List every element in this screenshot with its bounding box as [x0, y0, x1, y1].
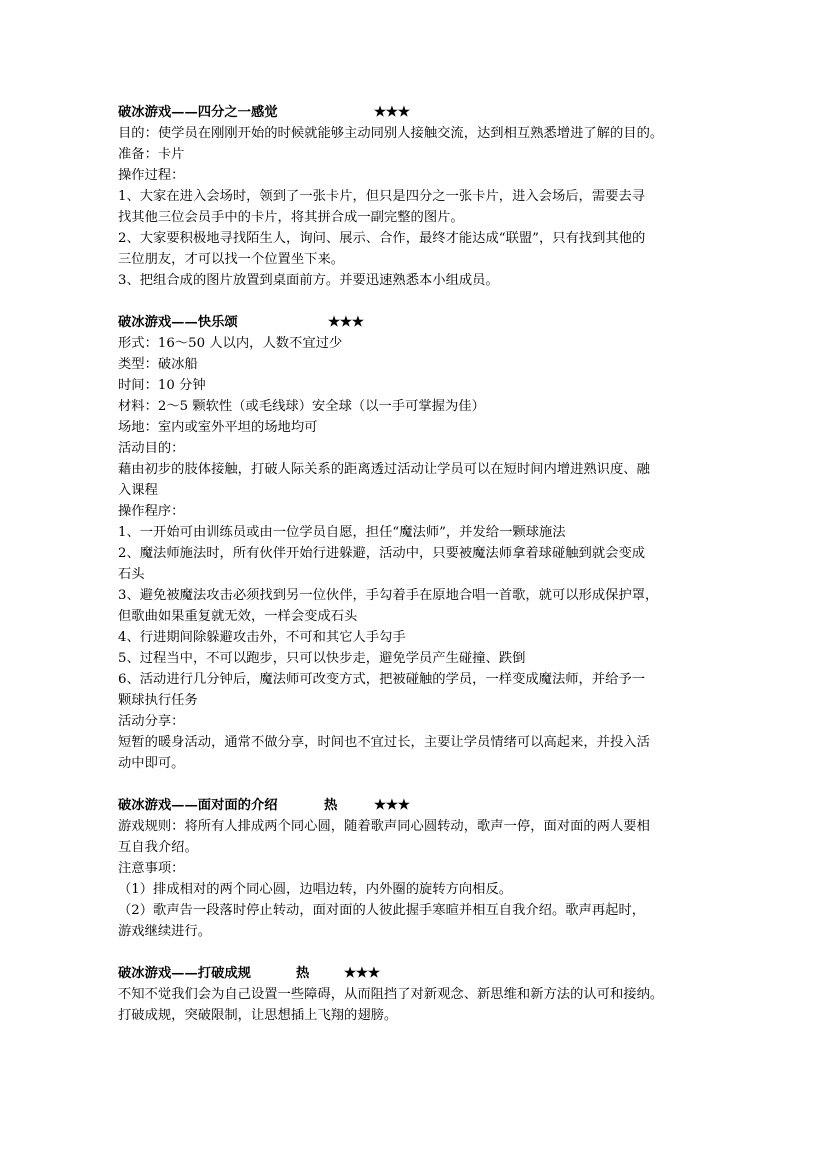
body-line: 活动目的： [118, 441, 185, 456]
body-line: 互自我介绍。 [118, 840, 198, 855]
body-line: 4、行进期间除躲避攻击外，不可和其它人手勾手 [118, 630, 406, 645]
rating-stars: ★★★ [374, 105, 410, 120]
section-title [118, 795, 710, 816]
body-line: 入课程 [118, 483, 158, 498]
section-title [118, 102, 710, 123]
title-text: 破冰游戏——四分之一感觉 [118, 105, 278, 120]
body-line: 活动分享： [118, 714, 185, 729]
section-ode-to-joy [118, 312, 710, 774]
body-line: 石头 [118, 567, 145, 582]
body-line: 3、把组合成的图片放置到桌面前方。并要迅速熟悉本小组成员。 [118, 273, 499, 288]
body-line: 打破成规，突破限制，让思想插上飞翔的翅膀。 [118, 1008, 398, 1023]
body-line: 但歌曲如果重复就无效，一样会变成石头 [118, 609, 358, 624]
section-title [118, 312, 710, 333]
body-line: 游戏规则：将所有人排成两个同心圆，随着歌声同心圆转动，歌声一停，面对面的两人要相 [118, 819, 650, 834]
body-line: 藉由初步的肢体接触，打破人际关系的距离透过活动让学员可以在短时间内增进熟识度、融 [118, 462, 650, 477]
body-line: 短暂的暖身活动，通常不做分享，时间也不宜过长，主要让学员情绪可以高起来，并投入活 [118, 735, 650, 750]
body-line: 颗球执行任务 [118, 693, 198, 708]
document-page [118, 102, 710, 1047]
body-line: 类型：破冰船 [118, 357, 198, 372]
body-line: 1、大家在进入会场时，领到了一张卡片，但只是四分之一张卡片，进入会场后，需要去寻 [118, 189, 646, 204]
body-line: 6、活动进行几分钟后，魔法师可改变方式，把被碰触的学员，一样变成魔法师，并给予一 [118, 672, 646, 687]
body-line: 5、过程当中，不可以跑步，只可以快步走，避免学员产生碰撞、跌倒 [118, 651, 526, 666]
body-line: （2）歌声告一段落时停止转动，面对面的人彼此握手寒暄并相互自我介绍。歌声再起时， [118, 903, 646, 918]
body-line: 操作过程： [118, 168, 185, 183]
rating-stars: ★★★ [374, 798, 410, 813]
body-line: 场地：室内或室外平坦的场地均可 [118, 420, 318, 435]
heat-tag: 热 [324, 798, 338, 813]
body-line: 准备：卡片 [118, 147, 185, 162]
section-quarter-feeling [118, 102, 710, 291]
body-line: 三位朋友，才可以找一个位置坐下来。 [118, 252, 345, 267]
body-line: 目的：使学员在刚刚开始的时候就能够主动同别人接触交流，达到相互熟悉增进了解的目的。 [118, 126, 664, 141]
body-line: 2、大家要积极地寻找陌生人，询问、展示、合作，最终才能达成“联盟”，只有找到其他的 [118, 231, 646, 246]
body-line: 游戏继续进行。 [118, 924, 212, 939]
body-line: 1、一开始可由训练员或由一位学员自愿，担任“魔法师”，并发给一颗球施法 [118, 525, 566, 540]
body-line: 形式：16～50 人以内，人数不宜过少 [118, 336, 343, 351]
body-line: 动中即可。 [118, 756, 185, 771]
title-text: 破冰游戏——打破成规 [118, 966, 251, 981]
body-line: 2、魔法师施法时，所有伙伴开始行进躲避，活动中，只要被魔法师拿着球碰触到就会变成 [118, 546, 646, 561]
body-line: 3、避免被魔法攻击必须找到另一位伙伴，手勾着手在原地合唱一首歌，就可以形成保护罩， [118, 588, 659, 603]
body-line: 操作程序： [118, 504, 185, 519]
heat-tag: 热 [296, 966, 310, 981]
title-text: 破冰游戏——快乐颂 [118, 315, 238, 330]
section-title [118, 963, 710, 984]
body-line: 找其他三位会员手中的卡片，将其拼合成一副完整的图片。 [118, 210, 464, 225]
rating-stars: ★★★ [344, 966, 380, 981]
body-line: 时间：10 分钟 [118, 378, 206, 393]
title-text: 破冰游戏——面对面的介绍 [118, 798, 278, 813]
body-line: 注意事项： [118, 861, 185, 876]
section-face-to-face [118, 795, 710, 942]
body-line: （1）排成相对的两个同心圆，边唱边转，内外圈的旋转方向相反。 [118, 882, 513, 897]
body-line: 材料：2～5 颗软性（或毛线球）安全球（以一手可掌握为佳） [118, 399, 485, 414]
body-line: 不知不觉我们会为自己设置一些障碍，从而阻挡了对新观念、新思维和新方法的认可和接纳。 [118, 987, 664, 1002]
rating-stars: ★★★ [328, 315, 364, 330]
section-break-rules [118, 963, 710, 1026]
